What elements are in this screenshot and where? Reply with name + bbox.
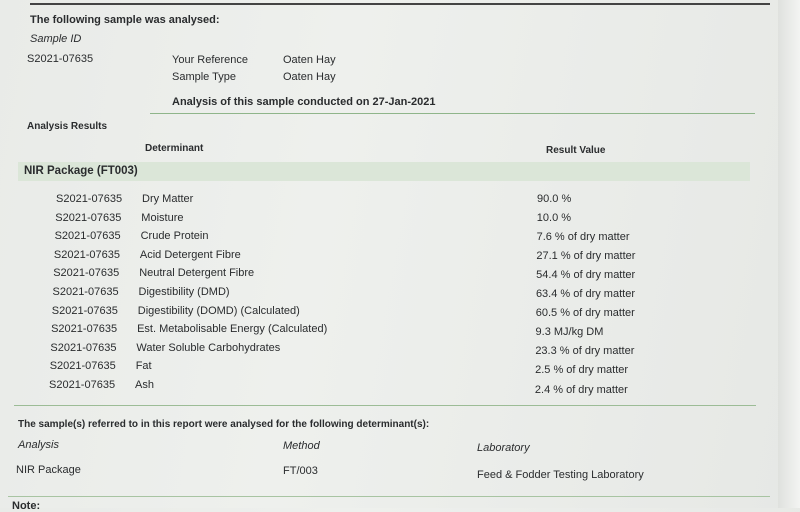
- analysis-date-line: Analysis of this sample conducted on 27-Jan-2021: [172, 96, 436, 108]
- table-row: [0, 193, 780, 211]
- col-determinant-header: Determinant: [145, 143, 204, 154]
- table-row: [0, 230, 780, 248]
- results-section-title: Analysis Results: [27, 121, 108, 132]
- row-determinant: Est. Metabolisable Energy (Calculated): [137, 323, 328, 336]
- row-result-value: 23.3 % of dry matter: [535, 345, 635, 358]
- page-edge: [778, 0, 800, 508]
- row-sample-id: S2021-07635: [53, 248, 120, 261]
- methods-intro: The sample(s) referred to in this report were analysed for the following determinant(s):: [18, 419, 430, 430]
- table-row: [0, 342, 780, 360]
- row-result-value: 2.4 % of dry matter: [534, 383, 628, 396]
- row-determinant: Neutral Detergent Fibre: [139, 267, 255, 280]
- col-result-header: Result Value: [546, 145, 606, 156]
- row-determinant: Water Soluble Carbohydrates: [136, 341, 281, 354]
- sample-type-value: Oaten Hay: [283, 71, 336, 83]
- package-title: NIR Package (FT003): [24, 165, 138, 177]
- row-result-value: 7.6 % of dry matter: [536, 231, 630, 244]
- table-row: [0, 286, 780, 304]
- row-determinant: Ash: [135, 379, 154, 391]
- row-sample-id: S2021-07635: [49, 360, 116, 373]
- row-result-value: 27.1 % of dry matter: [536, 250, 636, 263]
- sample-id-label: Sample ID: [30, 33, 82, 45]
- table-row: [0, 249, 780, 267]
- analysis-value: NIR Package: [16, 464, 81, 476]
- methods-divider: [8, 496, 770, 497]
- row-sample-id: S2021-07635: [55, 211, 122, 224]
- table-row: [0, 379, 780, 397]
- row-sample-id: S2021-07635: [51, 323, 118, 336]
- row-sample-id: S2021-07635: [56, 193, 123, 205]
- table-row: [0, 305, 780, 323]
- results-divider: [14, 405, 756, 406]
- row-sample-id: S2021-07635: [50, 341, 117, 354]
- row-sample-id: S2021-07635: [53, 267, 120, 280]
- sample-id-value: S2021-07635: [27, 53, 94, 65]
- row-result-value: 60.5 % of dry matter: [535, 307, 635, 320]
- col-method-header: Method: [283, 440, 320, 452]
- row-determinant: Crude Protein: [140, 230, 209, 243]
- row-sample-id: S2021-07635: [54, 230, 121, 243]
- row-sample-id: S2021-07635: [51, 304, 118, 317]
- method-value: FT/003: [283, 465, 318, 477]
- your-reference-label: Your Reference: [172, 54, 249, 66]
- intro-heading: The following sample was analysed:: [30, 14, 220, 26]
- col-analysis-header: Analysis: [18, 439, 59, 451]
- note-label: Note:: [12, 500, 41, 512]
- row-determinant: Moisture: [141, 211, 184, 224]
- row-determinant: Digestibility (DMD): [138, 286, 230, 298]
- laboratory-value: Feed & Fodder Testing Laboratory: [477, 469, 644, 481]
- row-result-value: 10.0 %: [536, 212, 572, 225]
- top-rule: [30, 3, 770, 5]
- row-result-value: 63.4 % of dry matter: [535, 288, 635, 301]
- table-row: [0, 267, 780, 285]
- header-divider: [150, 113, 755, 114]
- your-reference-value: Oaten Hay: [283, 54, 336, 66]
- table-row: [0, 360, 780, 378]
- row-result-value: 54.4 % of dry matter: [536, 269, 636, 282]
- row-result-value: 9.3 MJ/kg DM: [535, 326, 604, 339]
- row-result-value: 2.5 % of dry matter: [535, 364, 629, 377]
- row-determinant: Digestibility (DOMD) (Calculated): [137, 304, 300, 317]
- table-row: [0, 323, 780, 341]
- row-determinant: Fat: [135, 360, 152, 373]
- row-result-value: 90.0 %: [537, 193, 572, 205]
- sample-type-label: Sample Type: [172, 71, 237, 83]
- row-sample-id: S2021-07635: [49, 379, 116, 391]
- table-row: [0, 212, 780, 230]
- col-laboratory-header: Laboratory: [477, 442, 530, 454]
- row-determinant: Acid Detergent Fibre: [139, 248, 241, 261]
- row-sample-id: S2021-07635: [52, 286, 119, 298]
- row-determinant: Dry Matter: [142, 193, 194, 205]
